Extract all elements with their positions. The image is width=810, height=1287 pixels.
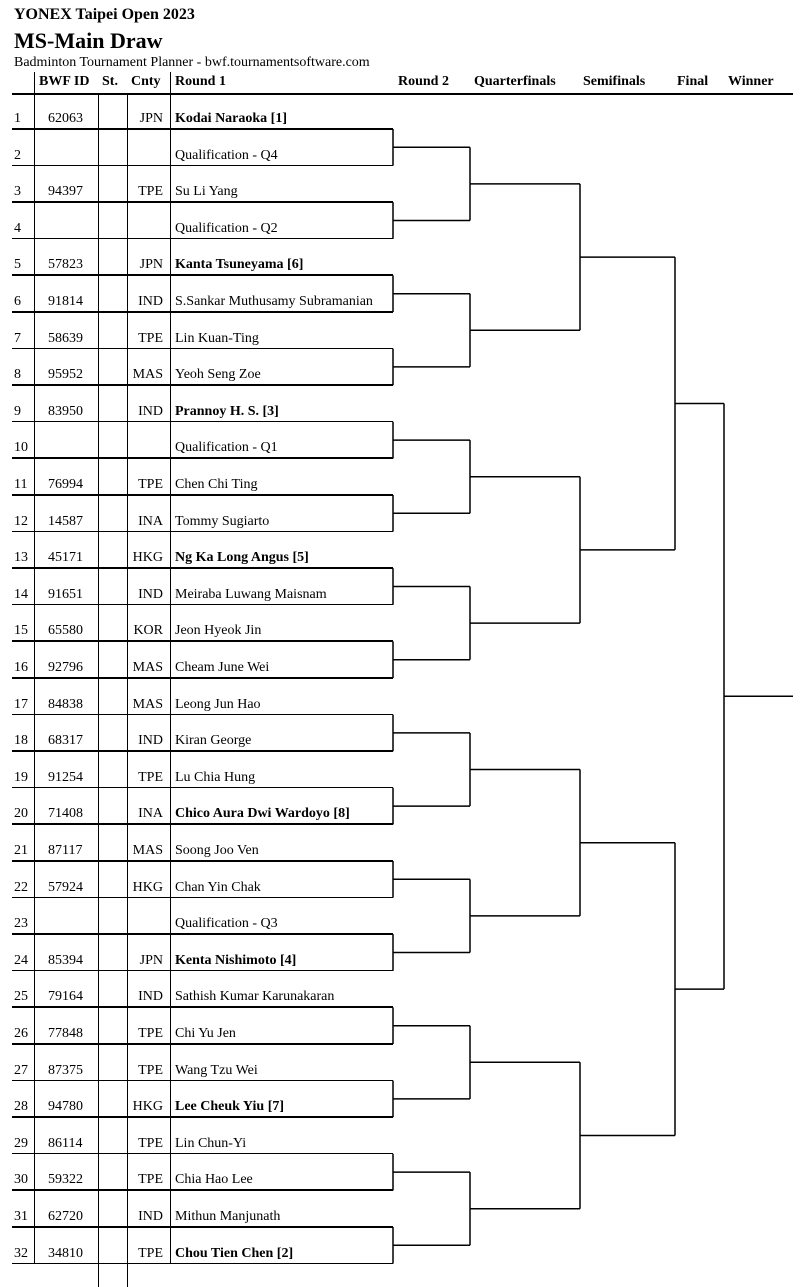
player-name: Mithun Manjunath [175, 1209, 281, 1224]
bwf-id: 59322 [48, 1172, 83, 1188]
bwf-id: 91254 [48, 769, 83, 785]
player-name: Chan Yin Chak [175, 879, 261, 895]
bwf-id: 94397 [48, 184, 83, 200]
entry-number: 17 [14, 696, 28, 712]
player-name: Kodai Naraoka [1] [175, 111, 287, 126]
bwf-id: 68317 [48, 733, 83, 749]
entry-number: 32 [14, 1245, 28, 1261]
player-name: Wang Tzu Wei [175, 1062, 258, 1078]
country-code: TPE [138, 1062, 163, 1078]
country-code: IND [138, 1209, 163, 1224]
bwf-id: 94780 [48, 1099, 83, 1115]
entry-number: 18 [14, 733, 28, 749]
country-code: HKG [132, 550, 163, 566]
country-code: INA [138, 806, 163, 822]
player-name: Lin Kuan-Ting [175, 330, 259, 346]
player-name: Jeon Hyeok Jin [175, 623, 262, 639]
source-line: Badminton Tournament Planner - bwf.tournamentsoftware.com [14, 55, 370, 70]
bwf-id: 83950 [48, 403, 83, 419]
bwf-id: 62720 [48, 1209, 83, 1224]
player-name: Chen Chi Ting [175, 477, 258, 492]
player-name: S.Sankar Muthusamy Subramanian [175, 294, 373, 309]
entry-number: 13 [14, 550, 28, 566]
entry-number: 11 [14, 477, 28, 492]
country-code: TPE [138, 1026, 163, 1041]
bwf-id: 95952 [48, 367, 83, 383]
player-name: Qualification - Q4 [175, 147, 278, 163]
player-name: Lu Chia Hung [175, 769, 256, 785]
col-winner: Winner [728, 74, 774, 89]
country-code: JPN [139, 952, 163, 968]
entry-number: 24 [14, 952, 28, 968]
player-name: Kenta Nishimoto [4] [175, 952, 297, 968]
col-status: St. [102, 74, 118, 89]
player-name: Tommy Sugiarto [175, 513, 270, 529]
entry-number: 29 [14, 1135, 28, 1151]
player-name: Su Li Yang [175, 184, 238, 200]
entry-number: 14 [14, 586, 28, 602]
player-name: Qualification - Q2 [175, 220, 278, 236]
col-final: Final [677, 74, 709, 89]
player-name: Meiraba Luwang Maisnam [175, 586, 327, 602]
player-name: Sathish Kumar Karunakaran [175, 989, 335, 1005]
col-country: Cnty [131, 74, 161, 89]
player-name: Qualification - Q1 [175, 440, 278, 456]
country-code: IND [138, 586, 163, 602]
entry-number: 7 [14, 330, 21, 346]
bwf-id: 91814 [48, 294, 83, 309]
entry-number: 30 [14, 1172, 28, 1188]
entry-number: 31 [14, 1209, 28, 1224]
bwf-id: 62063 [48, 111, 83, 126]
entry-number: 27 [14, 1062, 28, 1078]
bwf-id: 92796 [48, 660, 83, 675]
player-name: Kanta Tsuneyama [6] [175, 257, 304, 273]
country-code: TPE [138, 477, 163, 492]
bwf-id: 34810 [48, 1245, 83, 1261]
player-name: Chi Yu Jen [175, 1026, 236, 1041]
player-name: Lee Cheuk Yiu [7] [175, 1099, 285, 1115]
entry-number: 5 [14, 257, 21, 273]
player-name: Leong Jun Hao [175, 696, 261, 712]
entry-number: 9 [14, 403, 21, 419]
entry-number: 23 [14, 916, 28, 932]
country-code: MAS [132, 660, 163, 675]
player-name: Chou Tien Chen [2] [175, 1245, 294, 1261]
bwf-id: 45171 [48, 550, 83, 566]
bwf-id: 85394 [48, 952, 83, 968]
player-name: Ng Ka Long Angus [5] [175, 550, 309, 566]
entry-number: 21 [14, 843, 28, 858]
col-quarterfinals: Quarterfinals [474, 74, 556, 89]
country-code: TPE [138, 769, 163, 785]
col-bwf-id: BWF ID [39, 74, 90, 89]
country-code: IND [138, 403, 163, 419]
country-code: MAS [132, 843, 163, 858]
col-round1: Round 1 [175, 74, 226, 89]
col-semifinals: Semifinals [583, 74, 646, 89]
entry-number: 3 [14, 184, 21, 200]
entry-number: 15 [14, 623, 28, 639]
country-code: TPE [138, 1135, 163, 1151]
country-code: TPE [138, 1245, 163, 1261]
bwf-id: 57823 [48, 257, 83, 273]
entry-number: 25 [14, 989, 28, 1005]
entry-number: 26 [14, 1026, 28, 1041]
country-code: TPE [138, 330, 163, 346]
country-code: JPN [139, 111, 163, 126]
bwf-id: 84838 [48, 696, 83, 712]
country-code: INA [138, 513, 163, 529]
bwf-id: 57924 [48, 879, 83, 895]
country-code: KOR [133, 623, 163, 639]
player-name: Lin Chun-Yi [175, 1135, 247, 1151]
country-code: HKG [132, 879, 163, 895]
entry-number: 12 [14, 513, 28, 529]
player-name: Yeoh Seng Zoe [175, 367, 261, 383]
entry-number: 19 [14, 769, 28, 785]
draw-title: MS-Main Draw [14, 28, 163, 53]
country-code: JPN [139, 257, 163, 273]
country-code: IND [138, 294, 163, 309]
entry-number: 2 [14, 147, 21, 163]
bwf-id: 91651 [48, 586, 83, 602]
bwf-id: 77848 [48, 1026, 83, 1041]
entry-number: 28 [14, 1099, 28, 1115]
country-code: IND [138, 989, 163, 1005]
bwf-id: 86114 [48, 1135, 83, 1151]
country-code: IND [138, 733, 163, 749]
country-code: MAS [132, 367, 163, 383]
entry-number: 16 [14, 660, 28, 675]
bwf-id: 87117 [48, 843, 83, 858]
player-name: Qualification - Q3 [175, 916, 278, 932]
country-code: MAS [132, 696, 163, 712]
entry-number: 8 [14, 367, 21, 383]
player-name: Chico Aura Dwi Wardoyo [8] [175, 806, 350, 822]
country-code: TPE [138, 1172, 163, 1188]
entry-number: 6 [14, 294, 21, 309]
bwf-id: 58639 [48, 330, 83, 346]
bwf-id: 87375 [48, 1062, 83, 1078]
country-code: HKG [132, 1099, 163, 1115]
bwf-id: 14587 [48, 513, 83, 529]
bwf-id: 79164 [48, 989, 83, 1005]
player-name: Prannoy H. S. [3] [175, 403, 279, 419]
bwf-id: 71408 [48, 806, 83, 822]
col-round2: Round 2 [398, 74, 449, 89]
entry-number: 20 [14, 806, 28, 822]
country-code: TPE [138, 184, 163, 200]
player-name: Cheam June Wei [175, 660, 270, 675]
entry-number: 1 [14, 111, 21, 126]
bwf-id: 65580 [48, 623, 83, 639]
entry-number: 22 [14, 879, 28, 895]
entry-number: 4 [14, 220, 21, 236]
entry-number: 10 [14, 440, 28, 456]
player-name: Soong Joo Ven [175, 843, 259, 858]
tournament-title: YONEX Taipei Open 2023 [14, 6, 195, 23]
player-name: Chia Hao Lee [175, 1172, 253, 1188]
player-name: Kiran George [175, 733, 252, 749]
bwf-id: 76994 [48, 477, 83, 492]
